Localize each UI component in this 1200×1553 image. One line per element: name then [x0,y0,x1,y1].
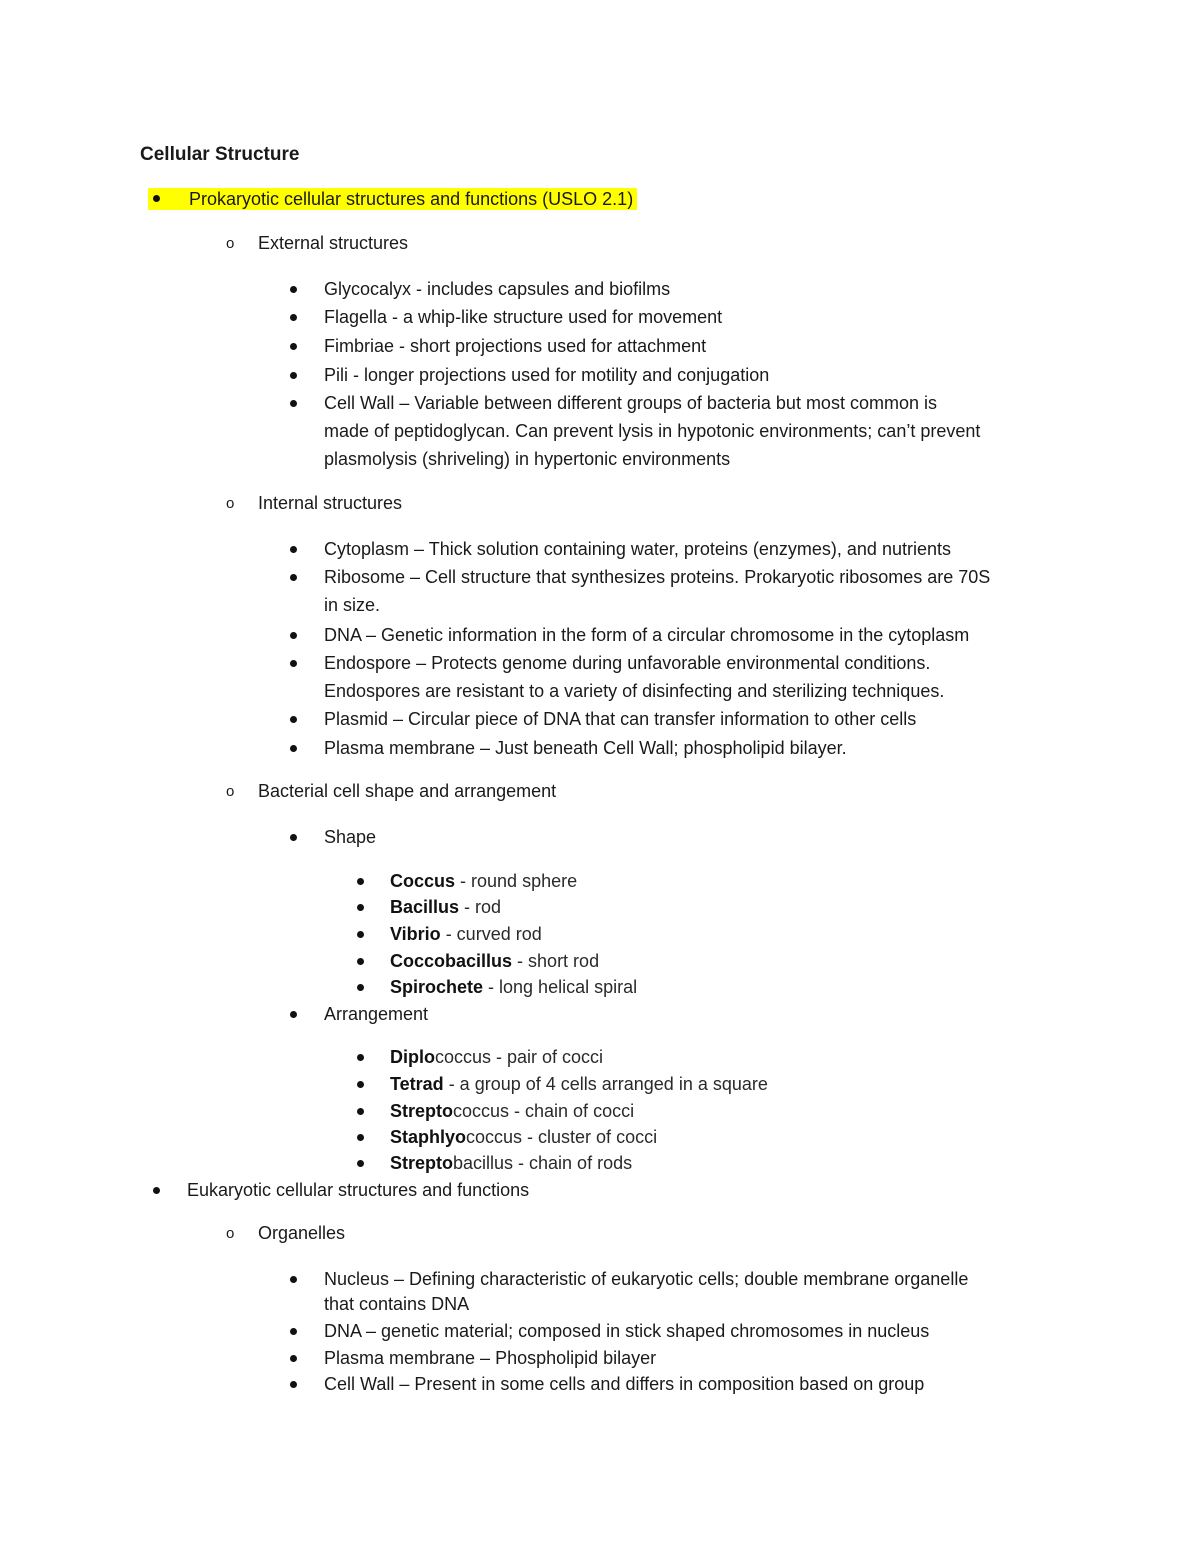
bullet-dot [290,1276,297,1283]
list-item: Nucleus – Defining characteristic of eukaryotic cells; double membrane organelle [324,1269,969,1289]
shape-term: Vibrio [390,924,441,944]
arrangement-item [390,1046,603,1068]
list-item-continuation: Endospores are resistant to a variety of disinfecting and sterilizing techniques. [324,681,945,701]
bullet-dot [357,931,364,938]
shape-desc: - short rod [512,951,600,971]
list-item-continuation: that contains DNA [324,1294,470,1314]
list-item: Endospore – Protects genome during unfavorable environmental conditions. [324,653,931,673]
bullet-dot [357,984,364,991]
bullet-dot [153,1187,160,1194]
arrangement-item [390,1073,768,1095]
bullet-dot [290,343,297,350]
list-item-continuation: plasmolysis (shriveling) in hypertonic environments [324,449,731,469]
arrangement-desc: coccus - pair of cocci [435,1047,604,1067]
shape-term: Coccus [390,871,456,891]
bullet-dot [290,716,297,723]
bullet-dot [290,834,297,841]
o-bullet: o [226,1225,235,1242]
shape-desc: - round sphere [455,871,578,891]
arrangement-item [390,1100,634,1122]
o-bullet: o [226,235,235,252]
list-item: Glycocalyx - includes capsules and biofilms [324,279,671,299]
shape-item [390,950,599,972]
arrangement-term: Tetrad [390,1074,444,1094]
shape-desc: - curved rod [440,924,542,944]
list-item: Plasma membrane – Phospholipid bilayer [324,1348,657,1368]
bullet-dot [357,1160,364,1167]
bullet-dot [290,1011,297,1018]
external-label: External structures [258,233,409,253]
arrangement-term: Strepto [390,1153,453,1173]
bullet-dot [153,195,160,202]
shape-item [390,923,542,945]
shape-item [390,870,577,892]
bullet-dot [290,286,297,293]
bullet-dot [290,660,297,667]
shape-item [390,976,637,998]
list-item: DNA – genetic material; composed in stick shaped chromosomes in nucleus [324,1321,930,1341]
bullet-dot [290,1328,297,1335]
bullet-prokaryotic [148,188,637,210]
bullet-dot [357,1054,364,1061]
arrangement-item [390,1126,657,1148]
bullet-dot [290,574,297,581]
bullet-dot [290,745,297,752]
organelles-label: Organelles [258,1223,346,1243]
list-item: Plasmid – Circular piece of DNA that can transfer information to other cells [324,709,917,729]
bullet-dot [357,878,364,885]
shape-arrangement-label: Bacterial cell shape and arrangement [258,781,557,801]
arrangement-label: Arrangement [324,1004,429,1024]
bullet-dot [357,904,364,911]
list-item-continuation: made of peptidoglycan. Can prevent lysis in hypotonic environments; can’t prevent [324,421,981,441]
list-item: DNA – Genetic information in the form of a circular chromosome in the cytoplasm [324,625,970,645]
shape-term: Bacillus [390,897,460,917]
bullet-dot [290,400,297,407]
arrangement-term: Strepto [390,1101,453,1121]
bullet-dot [290,632,297,639]
shape-label: Shape [324,827,377,847]
arrangement-desc: - a group of 4 cells arranged in a square [443,1074,768,1094]
list-item-continuation: in size. [324,595,381,615]
o-bullet: o [226,495,235,512]
bullet-dot [357,1134,364,1141]
bullet-dot [357,1081,364,1088]
list-item: Cell Wall – Present in some cells and differs in composition based on group [324,1374,925,1394]
arrangement-item [390,1152,632,1174]
bullet-dot [290,1355,297,1362]
list-item: Pili - longer projections used for motility and conjugation [324,365,770,385]
bullet-dot [357,958,364,965]
arrangement-desc: coccus - cluster of cocci [466,1127,658,1147]
internal-label: Internal structures [258,493,403,513]
list-item: Ribosome – Cell structure that synthesizes proteins. Prokaryotic ribosomes are 70S [324,567,991,587]
list-item: Flagella - a whip-like structure used for movement [324,307,723,327]
page-title: Cellular Structure [140,144,300,165]
eukaryotic-label: Eukaryotic cellular structures and functions [187,1180,530,1200]
bullet-dot [290,546,297,553]
bullet-dot [357,1108,364,1115]
shape-desc: - long helical spiral [483,977,638,997]
bullet-dot [290,1381,297,1388]
arrangement-desc: bacillus - chain of rods [453,1153,633,1173]
arrangement-term: Diplo [390,1047,435,1067]
prokaryotic-label: Prokaryotic cellular structures and functions (USLO 2.1) [189,189,634,209]
list-item: Plasma membrane – Just beneath Cell Wall; phospholipid bilayer. [324,738,847,758]
list-item: Cell Wall – Variable between different groups of bacteria but most common is [324,393,937,413]
bullet-dot [290,314,297,321]
bullet-dot [290,372,297,379]
o-bullet: o [226,783,235,800]
shape-item [390,896,501,918]
list-item: Fimbriae - short projections used for attachment [324,336,707,356]
list-item: Cytoplasm – Thick solution containing water, proteins (enzymes), and nutrients [324,539,951,559]
shape-desc: - rod [459,897,502,917]
shape-term: Spirochete [390,977,484,997]
shape-term: Coccobacillus [390,951,513,971]
arrangement-desc: coccus - chain of cocci [453,1101,635,1121]
arrangement-term: Staphlyo [390,1127,467,1147]
